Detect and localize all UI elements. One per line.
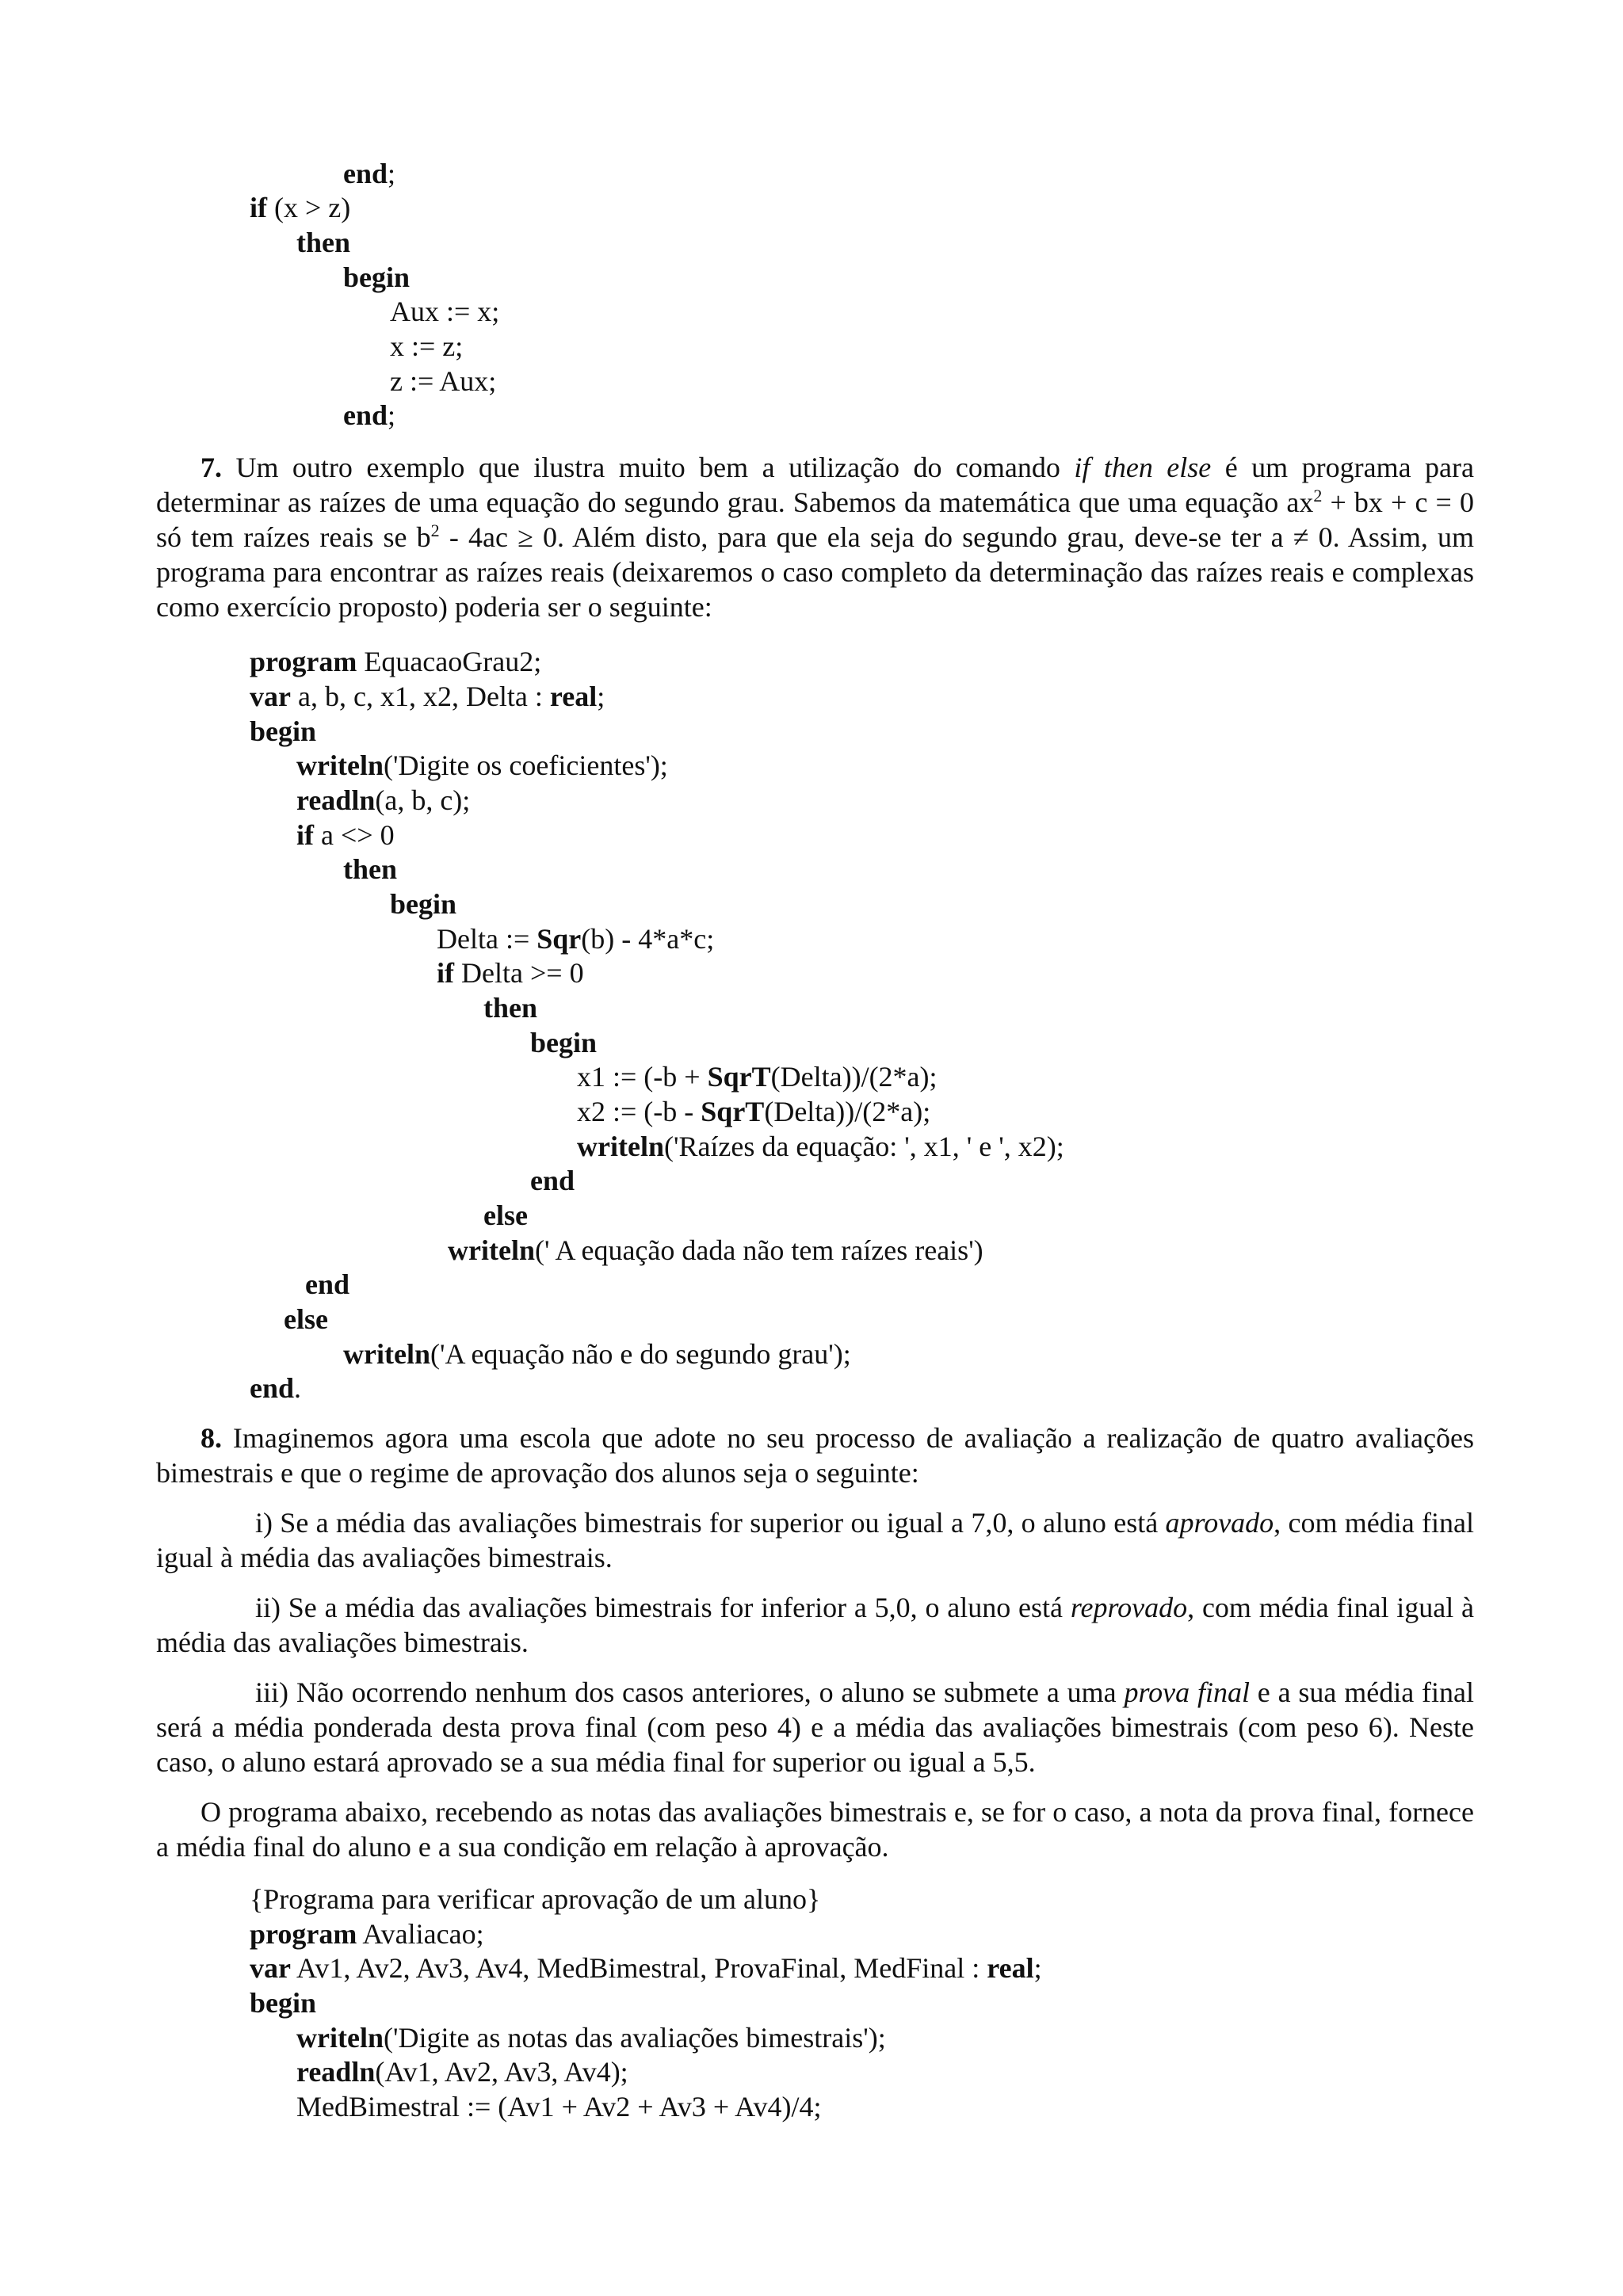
criterion-i: i) Se a média das avaliações bimestrais for superior ou igual a 7,0, o aluno está aprovado, com média final igual à média das avaliações bimestrais. [156, 1507, 1474, 1573]
code-line: begin [530, 1027, 598, 1058]
code-line: if Delta >= 0 [437, 957, 584, 989]
code-line: writeln('Raízes da equação: ', x1, ' e ', x2); [577, 1131, 1064, 1162]
code-line: end [305, 1268, 350, 1300]
criterion-ii: ii) Se a média das avaliações bimestrais for inferior a 5,0, o aluno está reprovado, com média final igual à média das avaliações bimestrais. [156, 1592, 1475, 1658]
code-line: writeln('Digite os coeficientes'); [296, 749, 668, 781]
code-line: begin [390, 888, 457, 920]
code-line: writeln(' A equação dada não tem raízes reais') [448, 1234, 983, 1266]
code-line: else [284, 1303, 328, 1335]
code-line: then [483, 992, 538, 1024]
code-line: begin [250, 715, 317, 747]
code-line: if a <> 0 [296, 819, 395, 851]
code-line: Delta := Sqr(b) - 4*a*c; [437, 923, 715, 955]
code-line: x2 := (-b - SqrT(Delta))/(2*a); [577, 1096, 931, 1127]
code-line: Aux := x; [390, 296, 500, 327]
code-line: writeln('A equação não e do segundo grau'); [343, 1338, 851, 1370]
code-line: program Avaliacao; [250, 1918, 484, 1950]
paragraph-number: 8. [200, 1422, 222, 1454]
code-line: end. [250, 1372, 302, 1404]
code-line: var Av1, Av2, Av3, Av4, MedBimestral, ProvaFinal, MedFinal : real; [250, 1952, 1042, 1984]
paragraph-7: 7. Um outro exemplo que ilustra muito bem a utilização do comando if then else é um programa para determinar as raízes de uma equação do segundo grau. Sabemos da matemática que uma equação $ax^2$ + bx + c = 0 só tem raízes reais se $b^2 - 4ac \ge 0$. Além disto, para que ela seja do segundo grau, deve-se ter a ≠ 0. Assim, um programa para encontrar as raízes reais (deixaremos o caso completo da determinação das raízes reais e complexas como exercício proposto) poderia ser o seguinte: [156, 452, 1475, 623]
code-line: x := z; [390, 330, 464, 362]
code-line: x1 := (-b + SqrT(Delta))/(2*a); [577, 1061, 938, 1093]
code-line: begin [343, 261, 411, 293]
code-line: then [296, 227, 351, 258]
code-line: end [530, 1165, 575, 1196]
code-line: end; [343, 158, 396, 189]
code-comment: {Programa para verificar aprovação de um aluno} [250, 1883, 821, 1915]
code-line: var a, b, c, x1, x2, Delta : real; [250, 681, 605, 712]
code-line: else [483, 1199, 528, 1231]
paragraph-number: 7. [200, 452, 222, 483]
code-line: readln(a, b, c); [296, 784, 471, 816]
code-line: writeln('Digite as notas das avaliações bimestrais'); [296, 2022, 886, 2054]
code-line: MedBimestral := (Av1 + Av2 + Av3 + Av4)/4; [296, 2091, 822, 2122]
paragraph-8: 8. Imaginemos agora uma escola que adote no seu processo de avaliação a realização de quatro avaliações bimestrais e que o regime de aprovação dos alunos seja o seguinte: [156, 1422, 1474, 1489]
code-line: readln(Av1, Av2, Av3, Av4); [296, 2056, 628, 2088]
code-line: end; [343, 399, 396, 431]
code-line: begin [250, 1987, 317, 2019]
code-line: program EquacaoGrau2; [250, 646, 542, 677]
code-line: z := Aux; [390, 365, 497, 397]
code-line: then [343, 853, 398, 885]
criterion-iii: iii) Não ocorrendo nenhum dos casos anteriores, o aluno se submete a uma prova final e a sua média final será a média ponderada desta prova final (com peso 4) e a média das avaliações bimestrais (com peso 6). Neste caso, o aluno estará aprovado se a sua média final for superior ou igual a 5,5. [156, 1676, 1474, 1778]
code-line: if (x > z) [250, 192, 351, 223]
program-description: O programa abaixo, recebendo as notas das avaliações bimestrais e, se for o caso, a nota da prova final, fornece a média final do aluno e a sua condição em relação à aprovação. [156, 1796, 1474, 1863]
